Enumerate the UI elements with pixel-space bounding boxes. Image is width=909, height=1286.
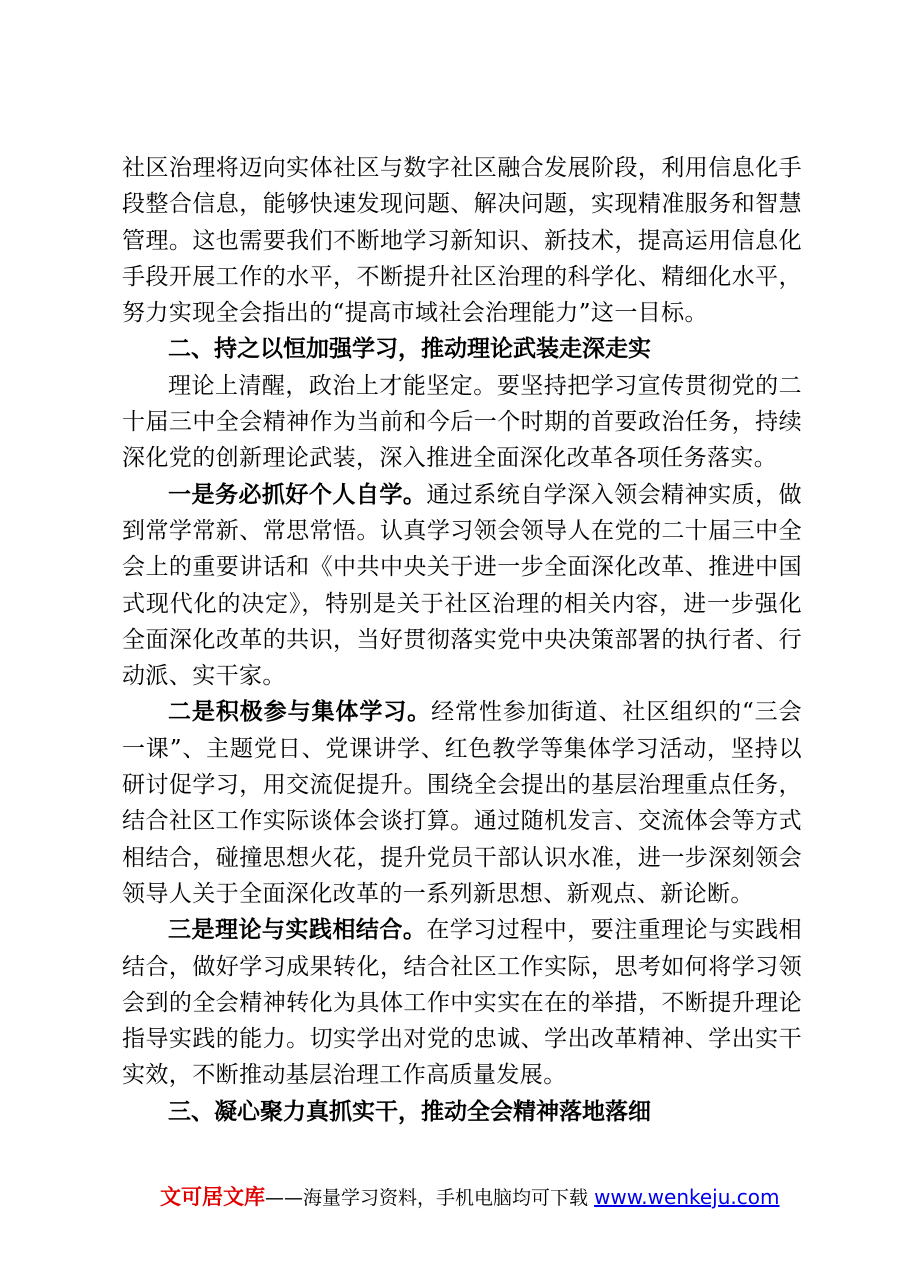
paragraph-group-study: [122, 694, 802, 912]
paragraph-informatization: 社区治理将迈向实体社区与数字社区融合发展阶段，利用信息化手段整合信息，能够快速发现问题、解决问题，实现精准服务和智慧管理。这也需要我们不断地学习新知识、新技术，提高运用信息化手段开展工作的水平，不断提升社区治理的科学化、精细化水平，努力实现全会指出的“提高市域社会治理能力”这一目标。: [122, 155, 802, 327]
footer-website-link[interactable]: www.wenkeju.com: [594, 1185, 780, 1209]
footer-slogan: 海量学习资料，手机电脑均可下载: [303, 1187, 589, 1209]
paragraph-theory-practice-lead: 三是理论与实践相结合。: [168, 916, 427, 944]
paragraph-theory-practice: [122, 912, 802, 1093]
paragraph-group-study-lead: 二是积极参与集体学习。: [168, 698, 432, 726]
paragraph-self-study-text: 通过系统自学深入领会精神实质，做到常学常新、常思常悟。认真学习领会领导人在党的二十届三中全会上的重要讲话和《中共中央关于进一步全面深化改革、推进中国式现代化的决定》，特别是关于社区治理的相关内容，进一步强化全面深化改革的共识，当好贯彻落实党中央决策部署的执行者、行动派、实干家。: [122, 481, 802, 690]
footer-banner: [160, 1181, 779, 1211]
footer-dash: ——: [265, 1187, 303, 1209]
paragraph-self-study: [122, 477, 802, 695]
paragraph-self-study-lead: 一是务必抓好个人自学。: [168, 480, 427, 508]
section-heading-2: 二、持之以恒加强学习，推动理论武装走深走实: [168, 336, 651, 363]
paragraph-theory-intro: 理论上清醒，政治上才能坚定。要坚持把学习宣传贯彻党的二十届三中全会精神作为当前和今后一个时期的首要政治任务，持续深化党的创新理论武装，深入推进全面深化改革各项任务落实。: [122, 372, 802, 472]
paragraph-group-study-text: 经常性参加街道、社区组织的“三会一课”、主题党日、党课讲学、红色教学等集体学习活动，坚持以研讨促学习，用交流促提升。围绕全会提出的基层治理重点任务，结合社区工作实际谈体会谈打算。通过随机发言、交流体会等方式相结合，碰撞思想火花，提升党员干部认识水准，进一步深刻领会领导人关于全面深化改革的一系列新思想、新观点、新论断。: [122, 699, 802, 907]
paragraph-theory-practice-text: 在学习过程中，要注重理论与实践相结合，做好学习成果转化，结合社区工作实际，思考如何将学习领会到的全会精神转化为具体工作中实实在在的举措，不断提升理论指导实践的能力。切实学出对党的忠诚、学出改革精神、学出实干实效，不断推动基层治理工作高质量发展。: [122, 917, 802, 1089]
document-body: [122, 150, 802, 1130]
section-heading-3: 三、凝心聚力真抓实干，推动全会精神落地落细: [168, 1098, 651, 1125]
footer-brand: 文可居文库: [160, 1185, 265, 1209]
